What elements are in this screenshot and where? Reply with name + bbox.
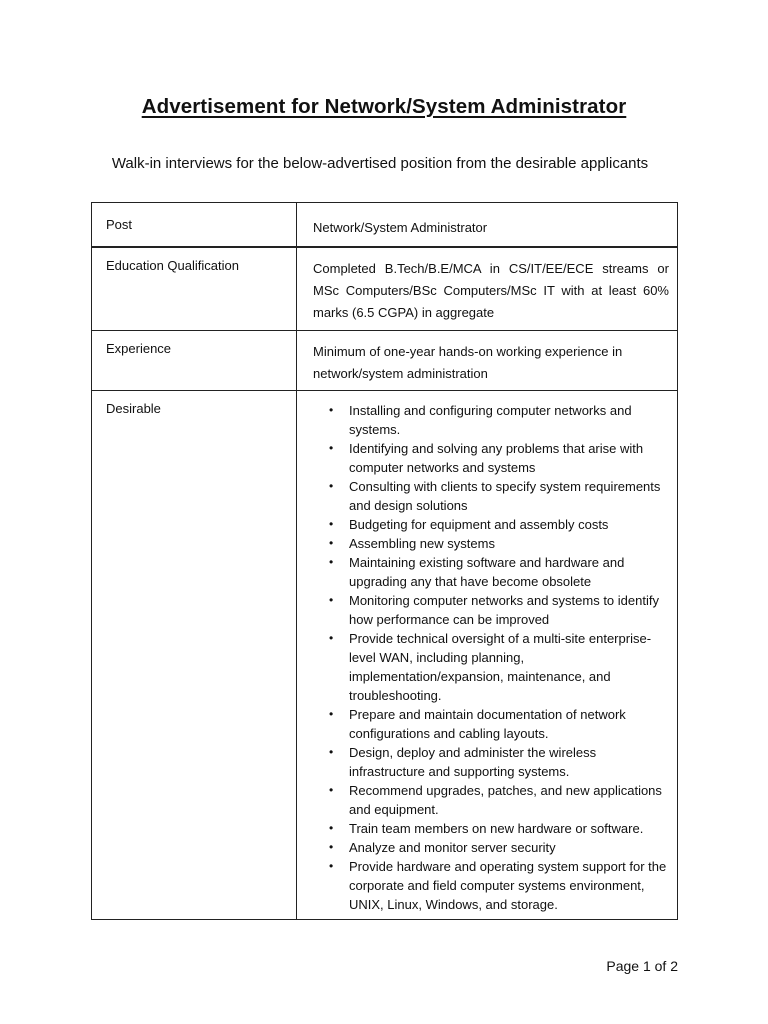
list-item: [329, 705, 669, 743]
bullet-icon: •: [329, 745, 334, 759]
row-value-experience: Minimum of one-year hands-on working experience in network/system administration: [297, 331, 678, 391]
list-item: [329, 781, 669, 819]
row-value-post: Network/System Administrator: [297, 203, 678, 247]
bullet-icon: •: [329, 536, 334, 550]
bullet-icon: •: [329, 783, 334, 797]
bullet-icon: •: [329, 707, 334, 721]
list-item: [329, 534, 669, 553]
bullet-icon: •: [329, 517, 334, 531]
bullet-icon: •: [329, 479, 334, 493]
bullet-icon: •: [329, 840, 334, 854]
row-value-desirable: [297, 391, 678, 920]
bullet-icon: •: [329, 821, 334, 835]
requirements-table: [91, 202, 678, 920]
list-item-text: Consulting with clients to specify system requirements and design solutions: [349, 479, 661, 513]
list-item-text: Identifying and solving any problems that arise with computer networks and systems: [349, 441, 644, 475]
bullet-icon: •: [329, 593, 334, 607]
bullet-icon: •: [329, 631, 334, 645]
list-item: [329, 553, 669, 591]
list-item: [329, 439, 669, 477]
list-item-text: Provide hardware and operating system support for the corporate and field computer systems environment, UNIX, Linux, Windows, and storage.: [349, 859, 667, 912]
list-item: [329, 401, 669, 439]
list-item-text: Maintaining existing software and hardware and upgrading any that have become obsolete: [349, 555, 625, 589]
bullet-icon: •: [329, 403, 334, 417]
list-item-text: Design, deploy and administer the wireless infrastructure and supporting systems.: [349, 745, 597, 779]
table-row-education: [92, 247, 678, 331]
list-item: [329, 838, 669, 857]
desirable-list: [313, 401, 669, 914]
bullet-icon: •: [329, 859, 334, 873]
row-label-education: Education Qualification: [92, 247, 297, 331]
list-item: [329, 591, 669, 629]
list-item: [329, 743, 669, 781]
table-row-experience: [92, 331, 678, 391]
list-item: [329, 629, 669, 705]
list-item-text: Train team members on new hardware or software.: [349, 821, 644, 836]
table-row-post: [92, 203, 678, 247]
list-item-text: Monitoring computer networks and systems to identify how performance can be improved: [349, 593, 659, 627]
page-subtitle: Walk-in interviews for the below-advertised position from the desirable applicants: [111, 155, 649, 172]
row-label-experience: Experience: [92, 331, 297, 391]
page-number: Page 1 of 2: [606, 958, 678, 974]
list-item: [329, 477, 669, 515]
row-label-post: Post: [92, 203, 297, 247]
row-label-desirable: Desirable: [92, 391, 297, 920]
row-value-education: Completed B.Tech/B.E/MCA in CS/IT/EE/ECE streams or MSc Computers/BSc Computers/MSc IT with at least 60% marks (6.5 CGPA) in aggregate: [297, 247, 678, 331]
list-item-text: Provide technical oversight of a multi-site enterprise-level WAN, including planning, implementation/expansion, maintenance, and troubleshooting.: [349, 631, 652, 703]
bullet-icon: •: [329, 555, 334, 569]
table-row-desirable: [92, 391, 678, 920]
list-item: [329, 819, 669, 838]
bullet-icon: •: [329, 441, 334, 455]
list-item-text: Assembling new systems: [349, 536, 495, 551]
list-item: [329, 515, 669, 534]
list-item-text: Recommend upgrades, patches, and new applications and equipment.: [349, 783, 662, 817]
list-item-text: Analyze and monitor server security: [349, 840, 556, 855]
list-item-text: Prepare and maintain documentation of network configurations and cabling layouts.: [349, 707, 626, 741]
page-title: Advertisement for Network/System Administrator: [141, 95, 627, 118]
list-item: [329, 857, 669, 914]
list-item-text: Budgeting for equipment and assembly costs: [349, 517, 609, 532]
list-item-text: Installing and configuring computer networks and systems.: [349, 403, 632, 437]
